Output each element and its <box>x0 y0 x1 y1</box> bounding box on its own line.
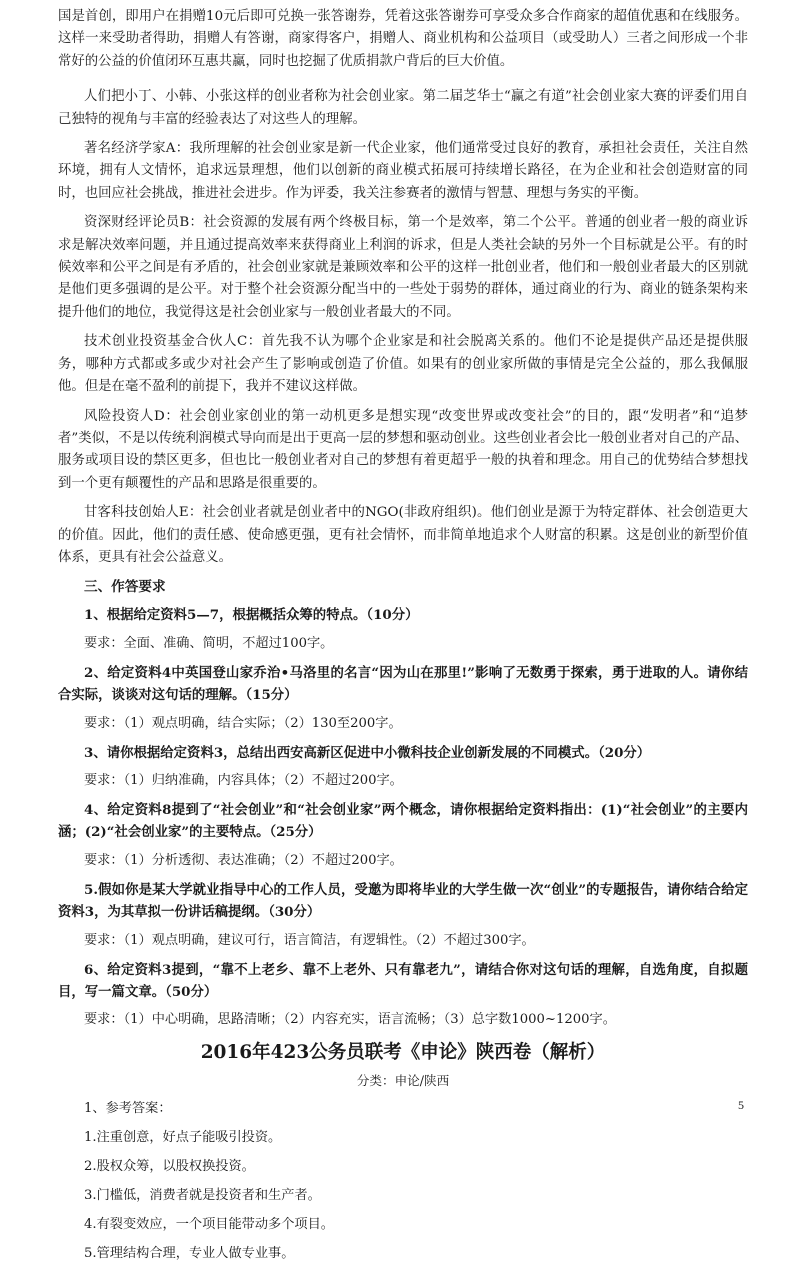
answer-item: 1.注重创意，好点子能吸引投资。 <box>84 1130 282 1146</box>
body-paragraph: 风险投资人D：社会创业家创业的第一动机更多是想实现“改变世界或改变社会”的目的，跟“发明者”和“追梦者”类似，不是以传统利润模式导向而是出于更高一层的梦想和驱动创业。这些创业者会比一般创业者对自己的产品、服务或项目设的禁区更多，但也比一般创业者对自己的梦想有着更超乎一般的执着和理念。用自己的优势结合梦想找到一个更有颠覆性的产品和思路是很重要的。 <box>58 408 748 491</box>
page-number: 5 <box>738 1098 744 1112</box>
question: 5.假如你是某大学就业指导中心的工作人员，受邀为即将毕业的大学生做一次“创业”的专题报告，请你结合给定资料3，为其草拟一份讲话稿提纲。（30分） <box>58 881 748 921</box>
body-paragraph: 国是首创，即用户在捐赠10元后即可兑换一张答谢券，凭着这张答谢券可享受众多合作商家的超值优惠和在线服务。这样一来受助者得助，捐赠人有答谢，商家得客户，捐赠人、商业机构和公益项目（或受助人）三者之间形成一个非常好的公益的价值闭环互惠共赢，同时也挖掘了优质捐款户背后的巨大价值。 <box>58 9 748 69</box>
question-requirement: 要求：（1）观点明确，建议可行，语言简洁，有逻辑性。（2）不超过300字。 <box>84 932 535 948</box>
answer-item: 5.管理结构合理，专业人做专业事。 <box>84 1246 295 1262</box>
question: 2、给定资料4中英国登山家乔治•马洛里的名言“因为山在那里!”影响了无数勇于探索，勇于进取的人。请你结合实际，谈谈对这句话的理解。（15分） <box>58 664 748 704</box>
question-requirement: 要求：全面、准确、简明，不超过100字。 <box>84 635 334 651</box>
question: 3、请你根据给定资料3，总结出西安高新区促进中小微科技企业创新发展的不同模式。（20分） <box>84 744 651 761</box>
question-requirement: 要求：（1）观点明确，结合实际；（2）130至200字。 <box>84 715 402 731</box>
body-paragraph: 著名经济学家A：我所理解的社会创业家是新一代企业家，他们通常受过良好的教育，承担社会责任，关注自然环境，拥有人文情怀，追求远景理想，他们以创新的商业模式拓展可持续增长路径，在为企业和社会创造财富的同时，也回应社会挑战，推进社会进步。作为评委，我关注参赛者的激情与智慧、理想与务实的平衡。 <box>58 141 748 201</box>
body-paragraph: 甘客科技创始人E：社会创业者就是创业者中的NGO(非政府组织)。他们创业是源于为特定群体、社会创造更大的价值。因此，他们的责任感、使命感更强，更有社会情怀，而非简单地追求个人财富的积累。这是创业的新型价值体系，更具有社会公益意义。 <box>58 505 748 565</box>
section-heading: 三、作答要求 <box>84 579 166 596</box>
body-paragraph: 人们把小丁、小韩、小张这样的创业者称为社会创业家。第二届芝华士“赢之有道”社会创业家大赛的评委们用自己独特的视角与丰富的经验表达了对这些人的理解。 <box>58 89 748 127</box>
question: 4、给定资料8提到了“社会创业”和“社会创业家”两个概念，请你根据给定资料指出：(1)“社会创业”的主要内涵；(2)“社会创业家”的主要特点。（25分） <box>58 801 748 841</box>
answer-heading: 1、参考答案： <box>84 1101 172 1117</box>
question: 1、根据给定资料5—7，根据概括众筹的特点。（10分） <box>84 607 419 624</box>
body-paragraph: 资深财经评论员B：社会资源的发展有两个终极目标，第一个是效率，第二个公平。普通的创业者一般的商业诉求是解决效率问题，并且通过提高效率来获得商业上利润的诉求，但是人类社会缺的另外一个目标就是公平。有的时候效率和公平之间是有矛盾的，社会创业家就是兼顾效率和公平的这样一批创业者，他们和一般创业者最大的区别就是他们更多强调的是公平。对于整个社会资源分配当中的一些处于弱势的群体，通过商业的行为、商业的链条架构来提升他们的地位，我觉得这是社会创业家与一般创业者最大的不同。 <box>58 215 748 320</box>
question-requirement: 要求：（1）分析透彻、表达准确；（2）不超过200字。 <box>84 852 403 868</box>
answer-item: 2.股权众筹，以股权换投资。 <box>84 1159 255 1175</box>
question-requirement: 要求：（1）归纳准确，内容具体；（2）不超过200字。 <box>84 772 403 788</box>
answer-item: 3.门槛低，消费者就是投资者和生产者。 <box>84 1188 321 1204</box>
question: 6、给定资料3提到，“靠不上老乡、靠不上老外、只有靠老九”，请结合你对这句话的理解，自选角度，自拟题目，写一篇文章。（50分） <box>58 961 748 1000</box>
body-paragraph: 技术创业投资基金合伙人C：首先我不认为哪个企业家是和社会脱离关系的。他们不论是提供产品还是提供服务，哪种方式都或多或少对社会产生了影响或创造了价值。如果有的创业家所做的事情是完全公益的，那么我佩服他。但是在毫不盈利的前提下，我并不建议这样做。 <box>58 334 748 395</box>
document-page <box>58 6 748 1272</box>
category-label: 分类：申论/陕西 <box>356 1073 450 1089</box>
question-requirement: 要求：（1）中心明确，思路清晰；（2）内容充实，语言流畅；（3）总字数1000~1200字。 <box>84 1012 616 1028</box>
document-title: 2016年423公务员联考《申论》陕西卷（解析） <box>200 1042 606 1064</box>
answer-item: 4.有裂变效应，一个项目能带动多个项目。 <box>84 1217 334 1233</box>
